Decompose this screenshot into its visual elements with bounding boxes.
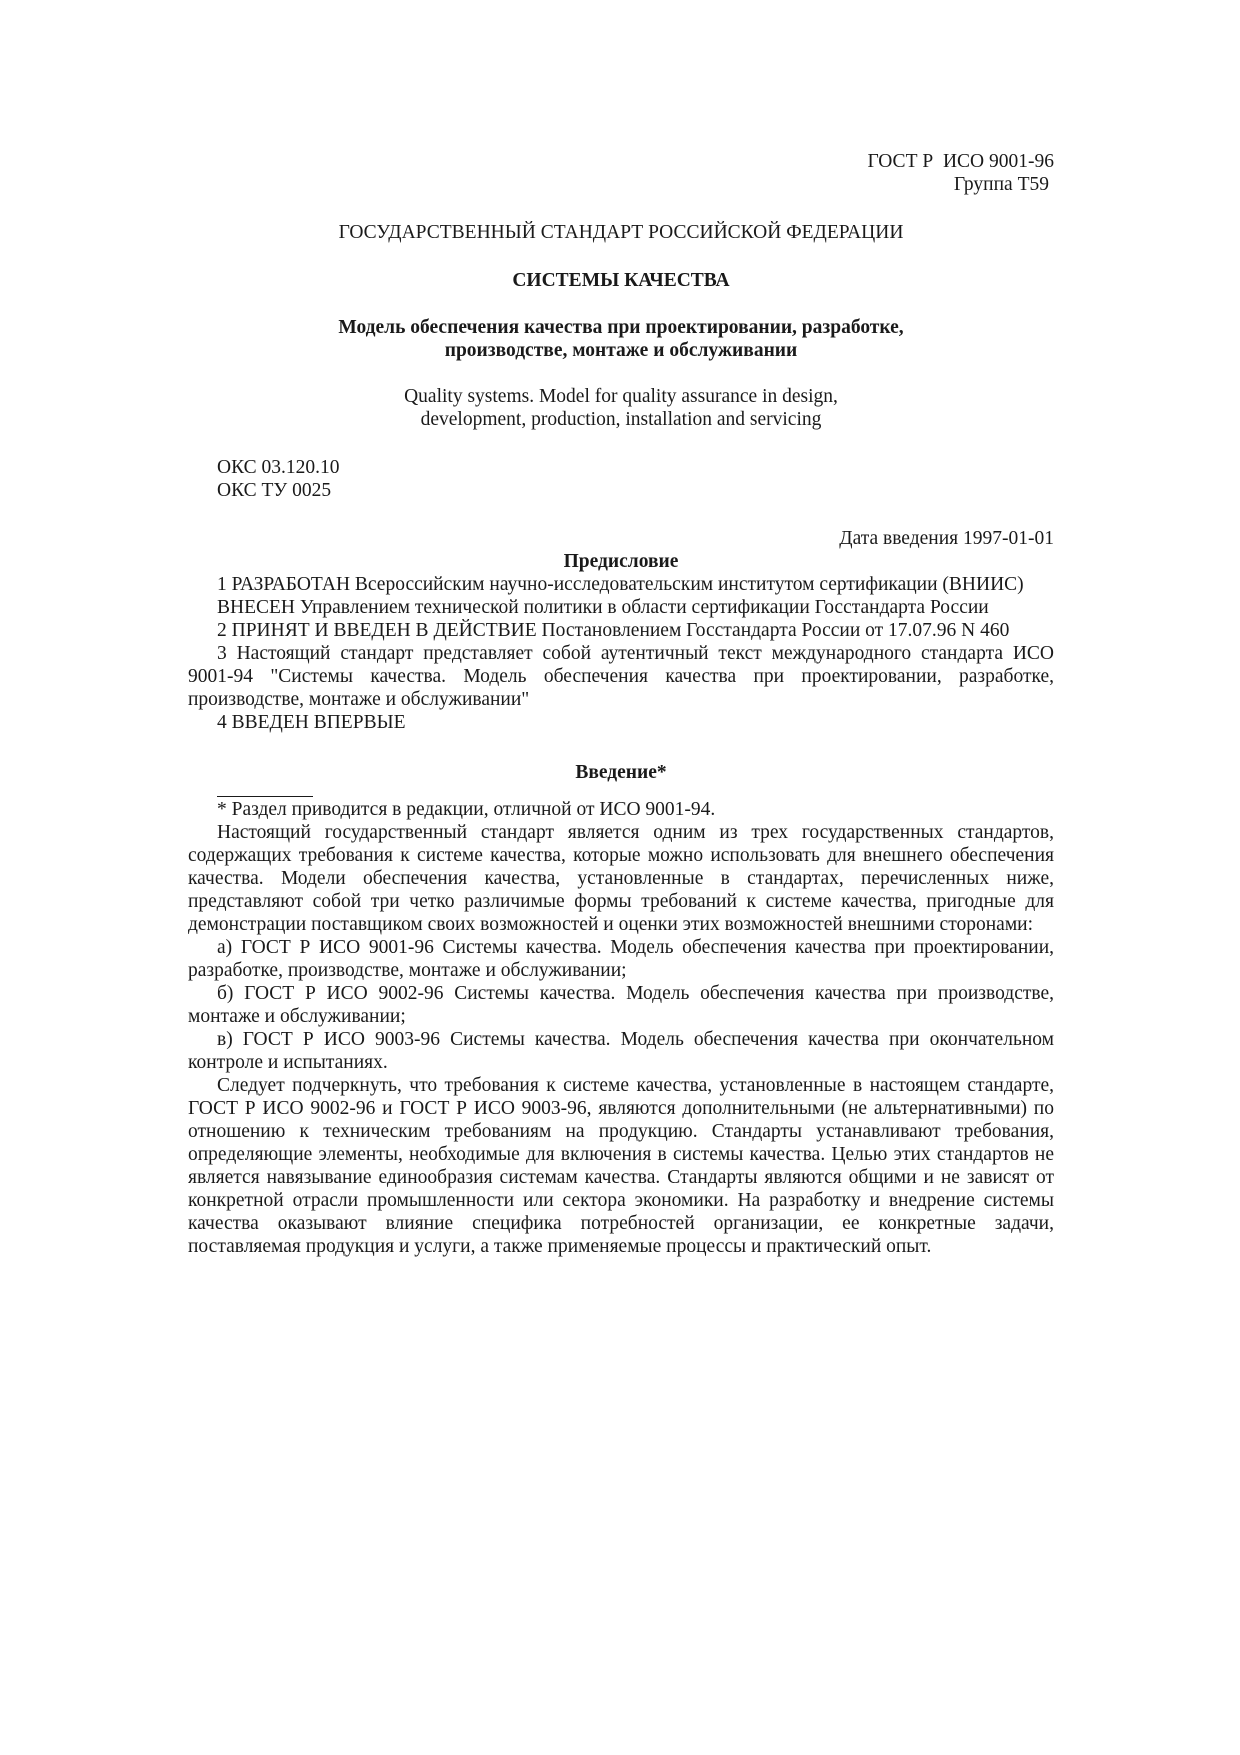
subtitle-line-1: Модель обеспечения качества при проектировании, разработке, bbox=[338, 317, 904, 338]
oks-code: ОКС 03.120.10 bbox=[217, 457, 340, 478]
intro-paragraph-1: Настоящий государственный стандарт является одним из трех государственных стандартов, содержащих требования к системе качества, которые можно использовать для внешнего обеспечения качества. Модели обеспечения качества, установленные в стандартах, перечисленных ниже, представляют собой три четко различимые формы требований к системе качества, пригодные для демонстрации поставщиком своих возможностей и оценки этих возможностей внешними сторонами: bbox=[188, 822, 1054, 935]
introduction-date: Дата введения 1997-01-01 bbox=[839, 528, 1054, 549]
foreword-paragraph-4: 3 Настоящий стандарт представляет собой аутентичный текст международного стандарта ИСО 9001-94 "Системы качества. Модель обеспечения качества при проектировании, разработке, производстве, монтаже и обслуживании" bbox=[188, 643, 1054, 710]
english-title bbox=[188, 385, 1054, 431]
document-page bbox=[188, 150, 1054, 1258]
gov-standard-title: ГОСУДАРСТВЕННЫЙ СТАНДАРТ РОССИЙСКОЙ ФЕДЕРАЦИИ bbox=[338, 222, 904, 243]
document-title: СИСТЕМЫ КАЧЕСТВА bbox=[512, 270, 730, 291]
foreword-paragraph-2: ВНЕСЕН Управлением технической политики в области сертификации Госстандарта России bbox=[217, 597, 989, 618]
foreword-heading: Предисловие bbox=[563, 551, 679, 572]
intro-paragraph-2: Следует подчеркнуть, что требования к системе качества, установленные в настоящем стандарте, ГОСТ Р ИСО 9002-96 и ГОСТ Р ИСО 9003-96, являются дополнительными (не альтернативными) по отношению к техническим требованиям на продукцию. Стандарты устанавливают требования, определяющие элементы, необходимые для включения в системы качества. Целью этих стандартов не является навязывание единообразия системам качества. Стандарты являются общими и не зависят от конкретной отрасли промышленности или сектора экономики. На разработку и внедрение системы качества оказывают влияние специфика потребностей организации, ее конкретные задачи, поставляемая продукция и услуги, а также применяемые процессы и практический опыт. bbox=[188, 1075, 1054, 1257]
standard-code: ГОСТ Р ИСО 9001-96 bbox=[867, 151, 1054, 172]
footnote: * Раздел приводится в редакции, отличной от ИСО 9001-94. bbox=[217, 799, 716, 820]
subtitle-line-2: производстве, монтаже и обслуживании bbox=[444, 340, 798, 361]
intro-list-item-b: б) ГОСТ Р ИСО 9002-96 Системы качества. Модель обеспечения качества при производстве, монтаже и обслуживании; bbox=[188, 983, 1054, 1027]
standard-group: Группа Т59 bbox=[953, 174, 1049, 195]
intro-list-item-a: а) ГОСТ Р ИСО 9001-96 Системы качества. Модель обеспечения качества при проектировании, разработке, производстве, монтаже и обслуживании; bbox=[188, 937, 1054, 981]
foreword-paragraph-1: 1 РАЗРАБОТАН Всероссийским научно-исследовательским институтом сертификации (ВНИИС) bbox=[217, 574, 1024, 595]
introduction-heading: Введение* bbox=[575, 762, 667, 783]
english-title-line-2: development, production, installation and servicing bbox=[420, 409, 822, 430]
document-subtitle bbox=[188, 316, 1054, 362]
oks-tu-code: ОКС ТУ 0025 bbox=[217, 480, 332, 501]
foreword-paragraph-3: 2 ПРИНЯТ И ВВЕДЕН В ДЕЙСТВИЕ Постановлением Госстандарта России от 17.07.96 N 460 bbox=[217, 620, 1010, 641]
foreword-paragraph-5: 4 ВВЕДЕН ВПЕРВЫЕ bbox=[217, 712, 406, 733]
footnote-divider bbox=[217, 784, 313, 797]
intro-list-item-c: в) ГОСТ Р ИСО 9003-96 Системы качества. Модель обеспечения качества при окончательном контроле и испытаниях. bbox=[188, 1029, 1054, 1073]
english-title-line-1: Quality systems. Model for quality assurance in design, bbox=[404, 386, 838, 407]
classification-codes bbox=[188, 456, 1054, 502]
